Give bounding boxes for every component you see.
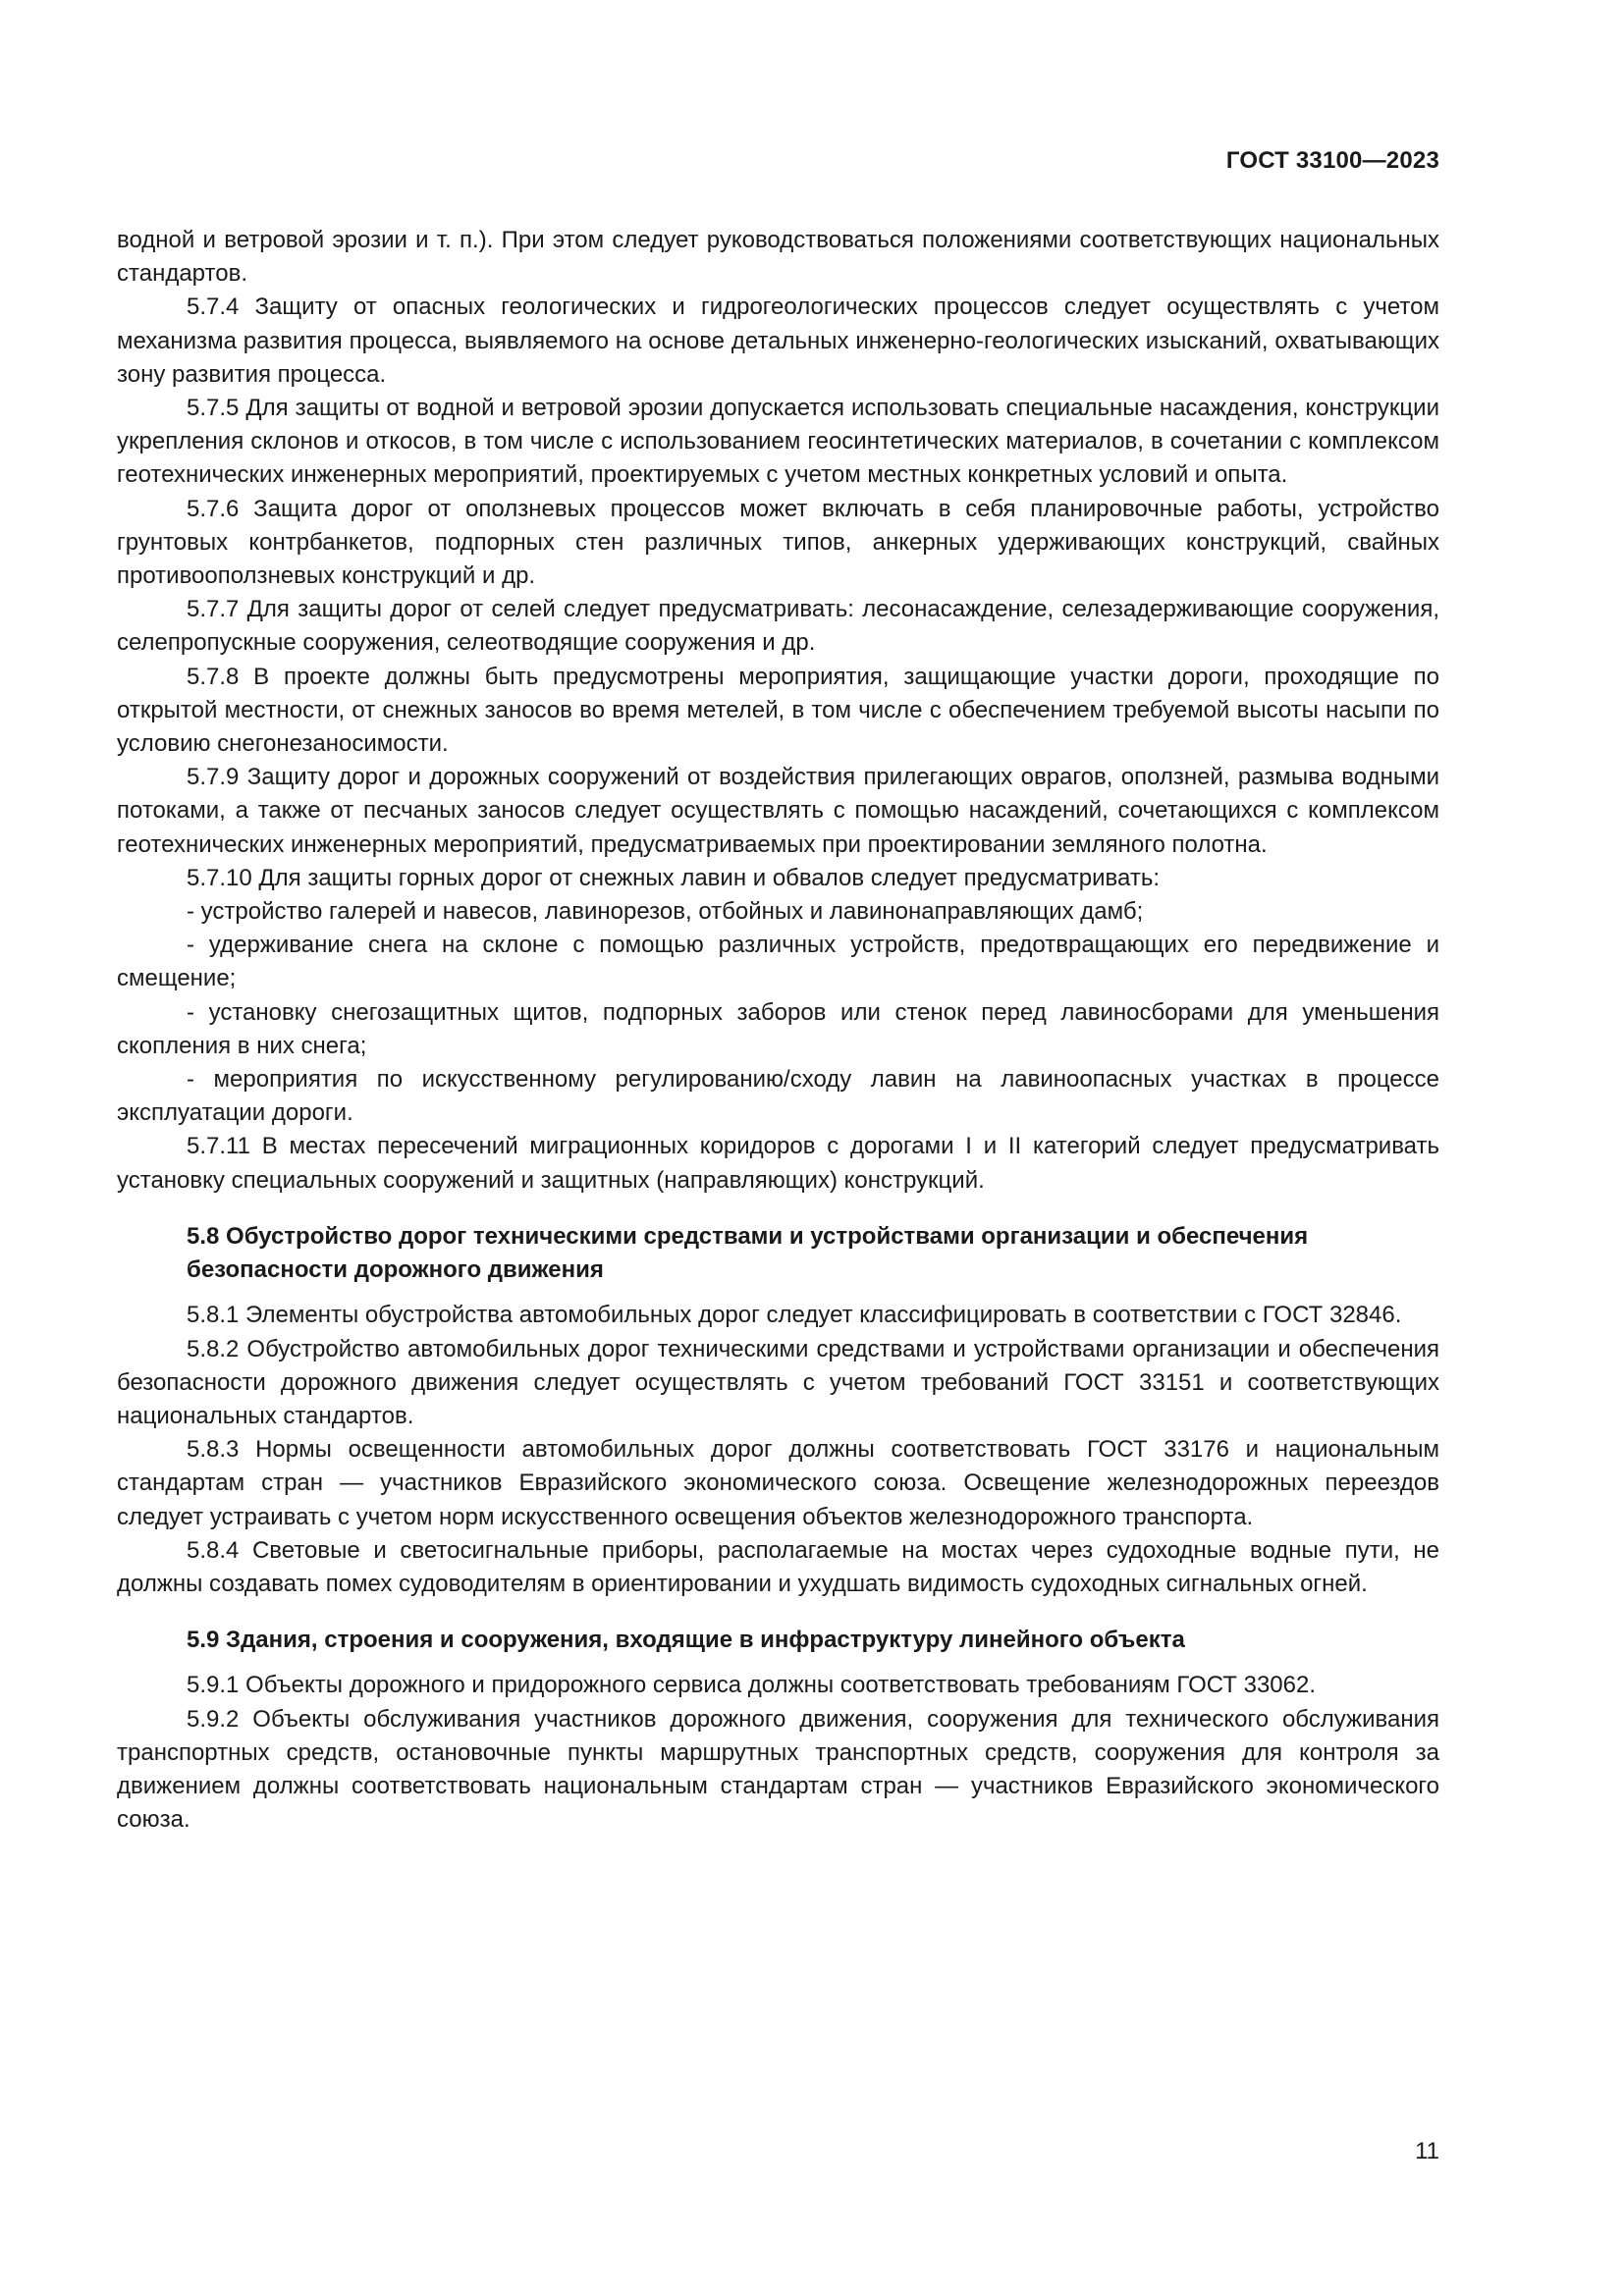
paragraph-5-8-1: 5.8.1 Элементы обустройства автомобильных дорог следует классифицировать в соответствии с ГОСТ 32846. [187,1302,1402,1329]
page-number: 11 [1415,2138,1439,2164]
paragraph-5-7-9: 5.7.9 Защиту дорог и дорожных сооружений от воздействия прилегающих оврагов, оползней, размыва водными потоками, а также от песчаных заносов следует осуществлять с помощью насаждений, сочетающихся с комплексом геотехнических инженерных мероприятий, предусматриваемых при проектировании земляного полотна. [117,764,1439,858]
paragraph-5-8-2: 5.8.2 Обустройство автомобильных дорог техническими средствами и устройствами организации и обеспечения безопасности дорожного движения следует осуществлять с учетом требований ГОСТ 33151 и соответствующих национальных стандартов. [117,1335,1439,1429]
paragraph-5-7-5: 5.7.5 Для защиты от водной и ветровой эрозии допускается использовать специальные насаждения, конструкции укрепления склонов и откосов, в том числе с использованием геосинтетических материалов, в сочетании с комплексом геотехнических инженерных мероприятий, проектируемых с учетом местных конкретных условий и опыта. [117,395,1439,489]
list-item: - установку снегозащитных щитов, подпорных заборов или стенок перед лавиносборами для уменьшения скопления в них снега; [117,998,1439,1059]
list-item: - удерживание снега на склоне с помощью различных устройств, предотвращающих его передвижение и смещение; [117,932,1439,992]
list-item: - устройство галерей и навесов, лавинорезов, отбойных и лавинонаправляющих дамб; [187,898,1144,926]
paragraph-5-7-10: 5.7.10 Для защиты горных дорог от снежных лавин и обвалов следует предусматривать: [187,864,1160,891]
list-item: - мероприятия по искусственному регулированию/сходу лавин на лавиноопасных участках в процессе эксплуатации дороги. [117,1066,1439,1127]
paragraph-5-7-7: 5.7.7 Для защиты дорог от селей следует предусматривать: лесонасаждение, селезадерживающие сооружения, селепропускные сооружения, селеотводящие сооружения и др. [117,596,1439,657]
paragraph-5-7-4: 5.7.4 Защиту от опасных геологических и гидрогеологических процессов следует осуществлять с учетом механизма развития процесса, выявляемого на основе детальных инженерно-геологических изысканий, охватывающих зону развития процесса. [117,294,1439,388]
paragraph-5-7-6: 5.7.6 Защита дорог от оползневых процессов может включать в себя планировочные работы, устройство грунтовых контрбанкетов, подпорных стен различных типов, анкерных удерживающих конструкций, свайных противооползневых конструкций и др. [117,495,1439,590]
section-heading-5-8: 5.8 Обустройство дорог техническими средствами и устройствами организации и обеспечения безопасности дорожного движения [187,1222,1309,1284]
paragraph-5-9-2: 5.9.2 Объекты обслуживания участников дорожного движения, сооружения для технического обслуживания транспортных средств, остановочные пункты маршрутных транспортных средств, сооружения для контроля за движением должны соответствовать национальным стандартам стран — участников Евразийского экономического союза. [117,1705,1439,1834]
paragraph-continuation: водной и ветровой эрозии и т. п.). При этом следует руководствоваться положениями соответствующих национальных стандартов. [117,227,1439,288]
document-header: ГОСТ 33100—2023 [1225,147,1439,174]
paragraph-5-7-8: 5.7.8 В проекте должны быть предусмотрены мероприятия, защищающие участки дороги, проходящие по открытой местности, от снежных заносов во время метелей, в том числе с обеспечением требуемой высоты насыпи по условию снегонезаносимости. [117,663,1439,758]
paragraph-5-8-3: 5.8.3 Нормы освещенности автомобильных дорог должны соответствовать ГОСТ 33176 и национальным стандартам стран — участников Евразийского экономического союза. Освещение железнодорожных переездов следует устраивать с учетом норм искусственного освещения объектов железнодорожного транспорта. [117,1436,1439,1530]
section-heading-5-9: 5.9 Здания, строения и сооружения, входящие в инфраструктуру линейного объекта [187,1627,1185,1654]
paragraph-5-9-1: 5.9.1 Объекты дорожного и придорожного сервиса должны соответствовать требованиям ГОСТ 33062. [187,1672,1317,1699]
paragraph-5-8-4: 5.8.4 Световые и светосигнальные приборы, располагаемые на мостах через судоходные водные пути, не должны создавать помех судоводителям в ориентировании и ухудшать видимость судоходных сигнальных огней. [117,1536,1439,1597]
paragraph-5-7-11: 5.7.11 В местах пересечений миграционных коридоров с дорогами I и II категорий следует предусматривать установку специальных сооружений и защитных (направляющих) конструкций. [117,1133,1439,1194]
document-body [117,224,1439,1837]
